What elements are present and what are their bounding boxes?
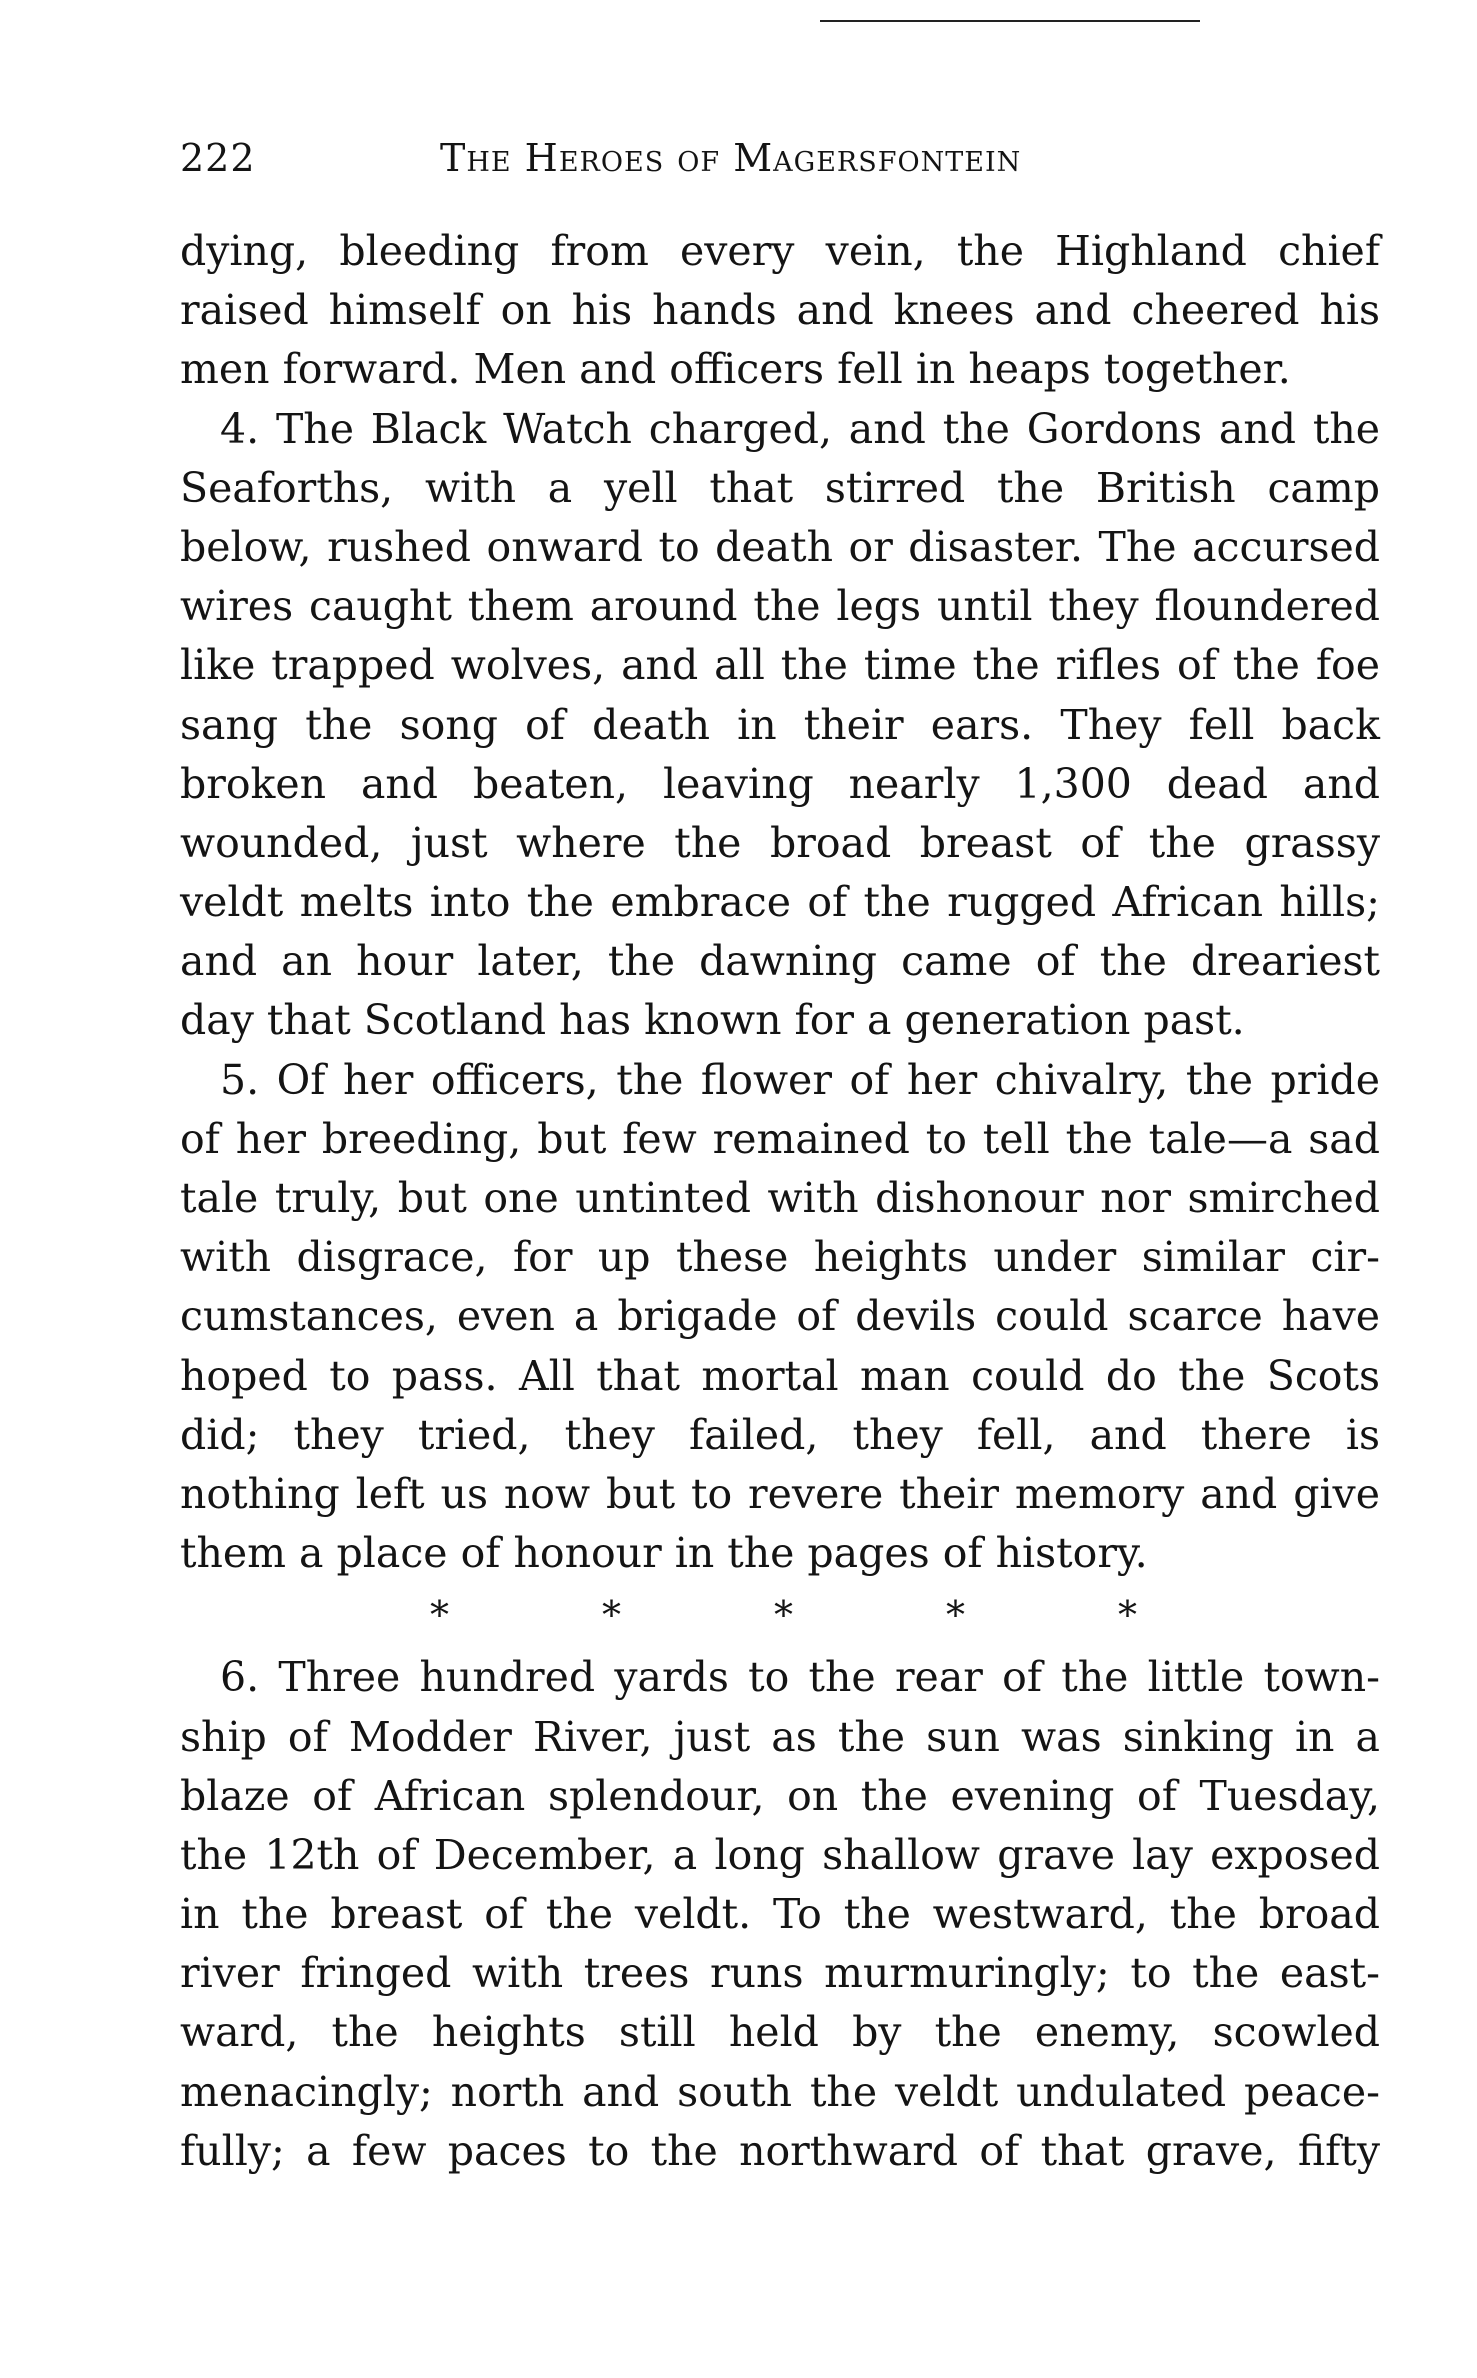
text-line: veldt melts into the embrace of the rugged African hills; — [180, 878, 1380, 927]
text-block-before-break — [180, 222, 1380, 1583]
text-line: the 12th of December, a long shallow grave lay exposed — [180, 1830, 1380, 1879]
text-line: sang the song of death in their ears. They fell back — [180, 700, 1380, 749]
asterisk: * — [946, 1593, 965, 1638]
text-line: blaze of African splendour, on the evening of Tuesday, — [180, 1771, 1380, 1820]
section-break — [180, 1583, 1380, 1648]
text-line: of her breeding, but few remained to tell the tale—a sad — [180, 1114, 1380, 1163]
text-line: nothing left us now but to revere their memory and give — [180, 1469, 1380, 1518]
text-line: raised himself on his hands and knees and cheered his — [180, 286, 1380, 335]
text-line: in the breast of the veldt. To the westward, the broad — [180, 1890, 1380, 1939]
asterisk: * — [430, 1593, 449, 1638]
text-line: wounded, just where the broad breast of the grassy — [180, 818, 1380, 867]
running-head: The Heroes of Magersfontein — [440, 136, 1022, 180]
text-line: like trapped wolves, and all the time the rifles of the foe — [180, 641, 1380, 690]
text-line: tale truly, but one untinted with dishonour nor smirched — [180, 1174, 1380, 1222]
text-line: broken and beaten, leaving nearly 1,300 dead and — [180, 759, 1380, 808]
text-line: 6. Three hundred yards to the rear of the little town- — [220, 1653, 1380, 1702]
page-number: 222 — [180, 136, 256, 180]
text-line: wires caught them around the legs until they floundered — [180, 582, 1380, 631]
text-line: ship of Modder River, just as the sun was sinking in a — [180, 1712, 1380, 1761]
text-block-after-break — [180, 1648, 1380, 2181]
text-line: menacingly; north and south the veldt undulated peace- — [180, 2067, 1380, 2116]
text-line: dying, bleeding from every vein, the Highland chief — [180, 227, 1380, 275]
text-line: day that Scotland has known for a generation past. — [180, 996, 1245, 1045]
asterisk: * — [1118, 1593, 1137, 1638]
text-line: 5. Of her officers, the flower of her chivalry, the pride — [220, 1055, 1380, 1104]
text-line: river fringed with trees runs murmuringly; to the east- — [180, 1949, 1380, 1998]
text-line: with disgrace, for up these heights under similar cir- — [180, 1233, 1380, 1282]
text-line: cumstances, even a brigade of devils could scarce have — [180, 1292, 1380, 1341]
text-line: fully; a few paces to the northward of that grave, fifty — [180, 2126, 1380, 2175]
asterisk: * — [774, 1593, 793, 1638]
text-line: below, rushed onward to death or disaster. The accursed — [180, 522, 1380, 571]
text-line: hoped to pass. All that mortal man could do the Scots — [180, 1351, 1380, 1400]
text-line: and an hour later, the dawning came of the dreariest — [180, 937, 1380, 986]
asterisk: * — [602, 1593, 621, 1638]
body-text — [180, 222, 1380, 2181]
page-header — [180, 130, 1380, 190]
text-line: ward, the heights still held by the enemy, scowled — [180, 2008, 1380, 2057]
text-line: Seaforths, with a yell that stirred the British camp — [180, 463, 1380, 512]
text-line: 4. The Black Watch charged, and the Gordons and the — [220, 404, 1380, 453]
text-line: them a place of honour in the pages of history. — [180, 1529, 1148, 1578]
text-line: men forward. Men and officers fell in heaps together. — [180, 345, 1291, 394]
text-line: did; they tried, they failed, they fell, and there is — [180, 1410, 1380, 1459]
top-rule — [820, 20, 1200, 22]
